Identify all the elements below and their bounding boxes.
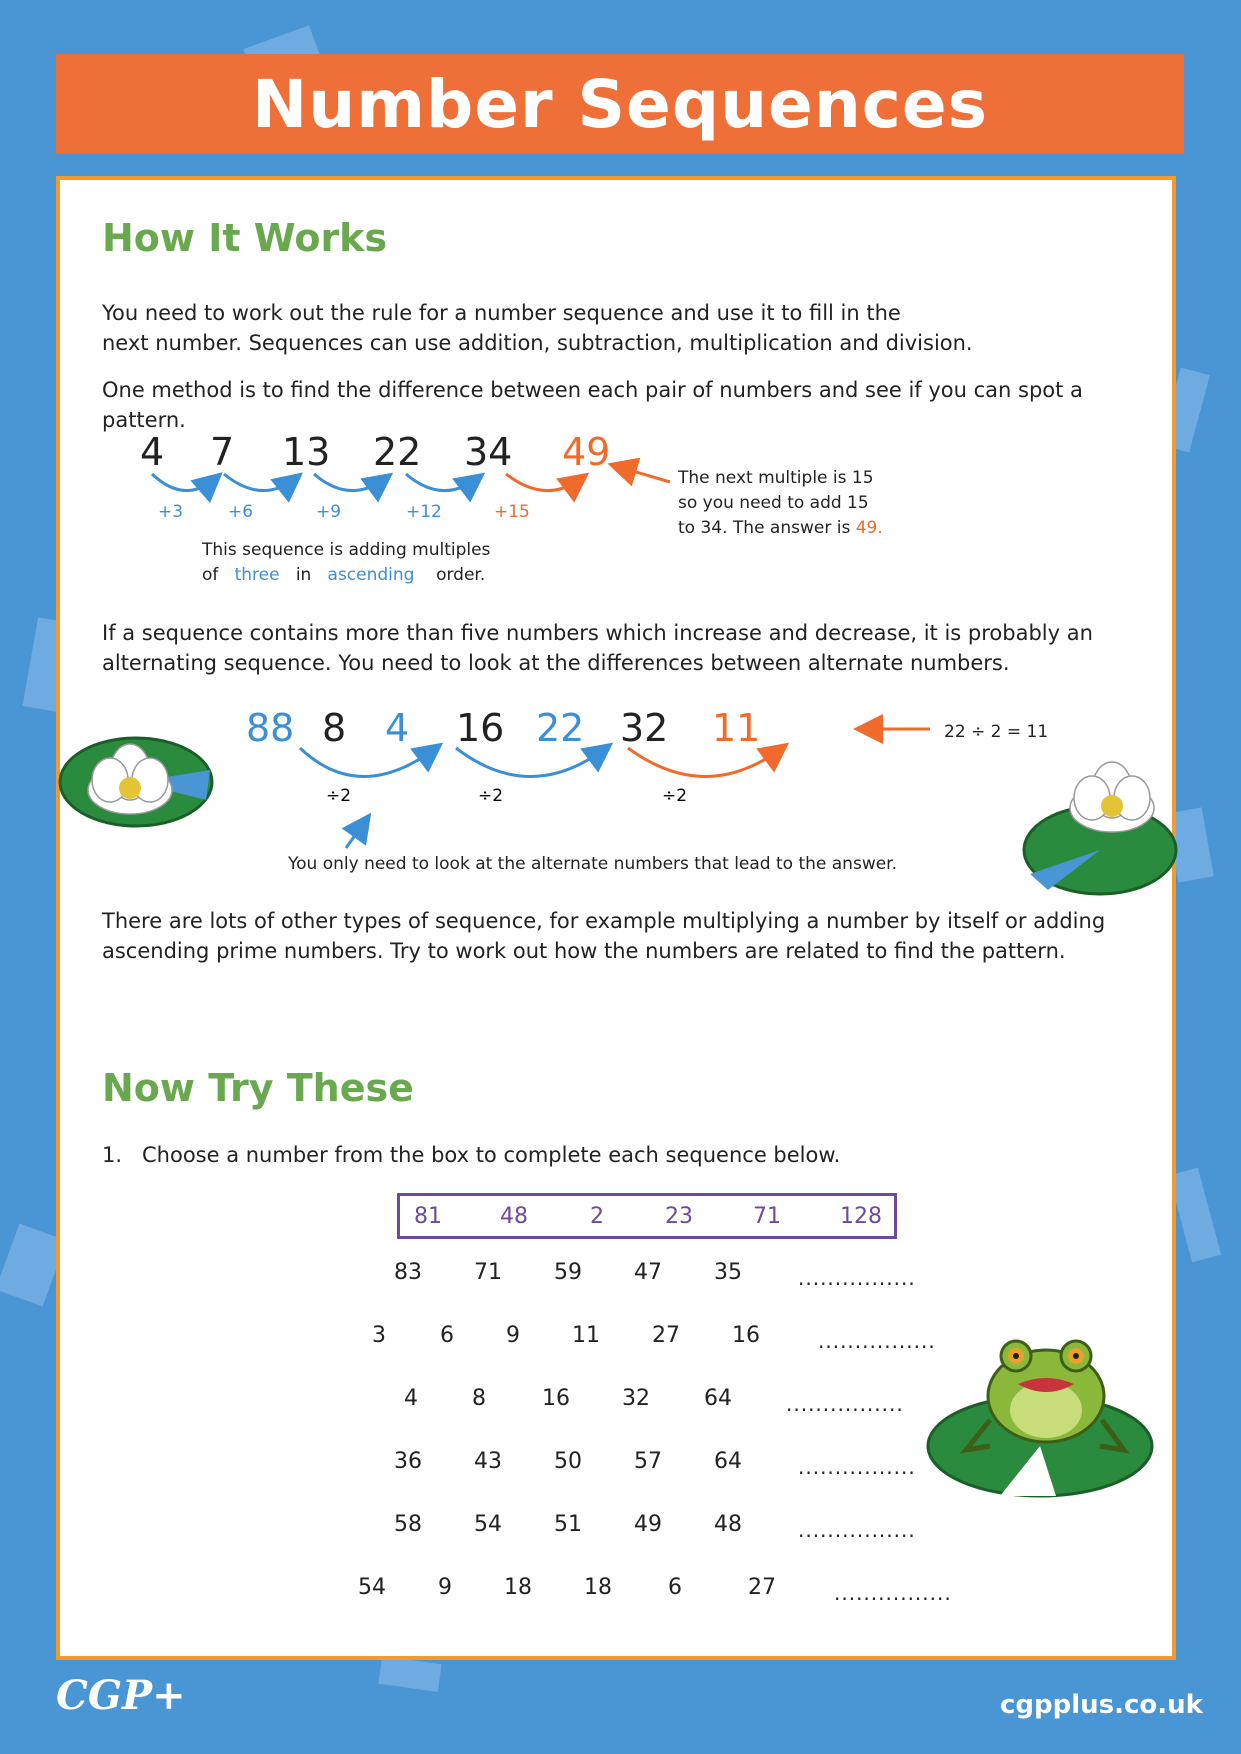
answer-blank[interactable]: ................ [818,1329,936,1353]
sequence-number: 47 [634,1260,662,1285]
answer-option: 48 [500,1204,528,1229]
question-text: Choose a number from the box to complete each sequence below. [142,1143,841,1167]
sequence-number: 18 [504,1575,532,1600]
answer-blank[interactable]: ................ [798,1518,916,1542]
sequence-number: 27 [748,1575,776,1600]
answer-blank[interactable]: ................ [798,1266,916,1290]
alternating-line-1: If a sequence contains more than five numbers which increase and decrease, it is probably an [102,621,1093,645]
example1-step: +9 [316,502,342,522]
intro-line-2: next number. Sequences can use addition, subtraction, multiplication and division. [102,331,973,355]
caption-three: three [234,565,280,585]
example1-number: 13 [282,430,331,474]
footer-url[interactable]: cgpplus.co.uk [1000,1690,1203,1720]
sequence-number: 9 [438,1575,452,1600]
answer-option: 23 [665,1204,693,1229]
sequence-number: 64 [714,1449,742,1474]
sequence-number: 36 [394,1449,422,1474]
caption-ascending: ascending [327,565,415,585]
example1-step: +15 [494,502,530,522]
example2-number: 88 [246,706,295,750]
note-line: so you need to add 15 [678,493,869,513]
intro-line-1: You need to work out the rule for a number sequence and use it to fill in the [102,301,901,325]
answer-option: 71 [753,1204,781,1229]
answer-option: 81 [414,1204,442,1229]
caption-word: of [202,565,219,585]
sequence-number: 54 [474,1512,502,1537]
sequence-number: 83 [394,1260,422,1285]
answer-blank[interactable]: ................ [798,1455,916,1479]
example1-answer: 49 [562,430,611,474]
sequence-number: 50 [554,1449,582,1474]
other-types-line-1: There are lots of other types of sequence, for example multiplying a number by itself or adding [102,909,1106,933]
sequence-number: 18 [584,1575,612,1600]
sequence-number: 32 [622,1386,650,1411]
example2-number: 16 [456,706,505,750]
sequence-number: 6 [440,1323,454,1348]
caption-line: This sequence is adding multiples [202,540,491,560]
example2-arcs [300,729,930,848]
example2-number: 4 [385,706,410,750]
sequence-number: 11 [572,1323,600,1348]
answer-blank[interactable]: ................ [834,1581,952,1605]
sequence-number: 16 [732,1323,760,1348]
sequence-number: 43 [474,1449,502,1474]
example1-step: +3 [158,502,184,522]
sequence-number: 3 [372,1323,386,1348]
note-end: . [877,518,883,538]
sequence-number: 8 [472,1386,486,1411]
example2-step: ÷2 [662,786,688,806]
sequence-number: 71 [474,1260,502,1285]
note-line: The next multiple is 15 [678,468,874,488]
answer-option: 128 [840,1204,882,1229]
caption-word: in [295,565,312,585]
how-it-works-heading: How It Works [102,216,388,260]
sequence-number: 64 [704,1386,732,1411]
water-lily-icon [1070,762,1154,832]
other-types-line-2: ascending prime numbers. Try to work out how the numbers are related to find the pattern. [102,939,1066,963]
example2-number: 32 [620,706,669,750]
note-answer: 49 [855,518,878,538]
example1-step: +12 [406,502,442,522]
note-text: to 34. The answer is [678,518,851,538]
example1-arcs [152,466,670,491]
cgp-logo: CGP+ [56,1672,186,1719]
sequence-number: 51 [554,1512,582,1537]
sequence-number: 57 [634,1449,662,1474]
caption-word: order. [436,565,486,585]
example2-number: 8 [322,706,347,750]
sequence-number: 49 [634,1512,662,1537]
sequence-number: 54 [358,1575,386,1600]
example2-note: 22 ÷ 2 = 11 [944,722,1049,742]
example2-step: ÷2 [326,786,352,806]
answer-blank[interactable]: ................ [786,1392,904,1416]
example2-caption: You only need to look at the alternate numbers that lead to the answer. [288,854,898,874]
example1-step: +6 [228,502,254,522]
example2-number: 22 [536,706,585,750]
sequence-number: 48 [714,1512,742,1537]
sequence-number: 16 [542,1386,570,1411]
example1-number: 34 [464,430,513,474]
sequence-number: 35 [714,1260,742,1285]
method-line: One method is to find the difference between each pair of numbers and see if you can spot a pattern. [102,378,1083,432]
alternating-line-2: alternating sequence. You need to look at the differences between alternate numbers. [102,651,1010,675]
sequence-number: 4 [404,1386,418,1411]
example1-number: 22 [373,430,422,474]
page-title: Number Sequences [252,65,988,143]
example2-answer: 11 [712,706,761,750]
example1-number: 7 [210,430,235,474]
question-number: 1. [102,1143,123,1167]
sequence-number: 59 [554,1260,582,1285]
now-try-these-heading: Now Try These [102,1066,414,1110]
sequence-number: 58 [394,1512,422,1537]
example1-number: 4 [140,430,165,474]
answer-option: 2 [590,1204,604,1229]
sequence-number: 6 [668,1575,682,1600]
sequence-number: 27 [652,1323,680,1348]
sequence-number: 9 [506,1323,520,1348]
example2-step: ÷2 [478,786,504,806]
